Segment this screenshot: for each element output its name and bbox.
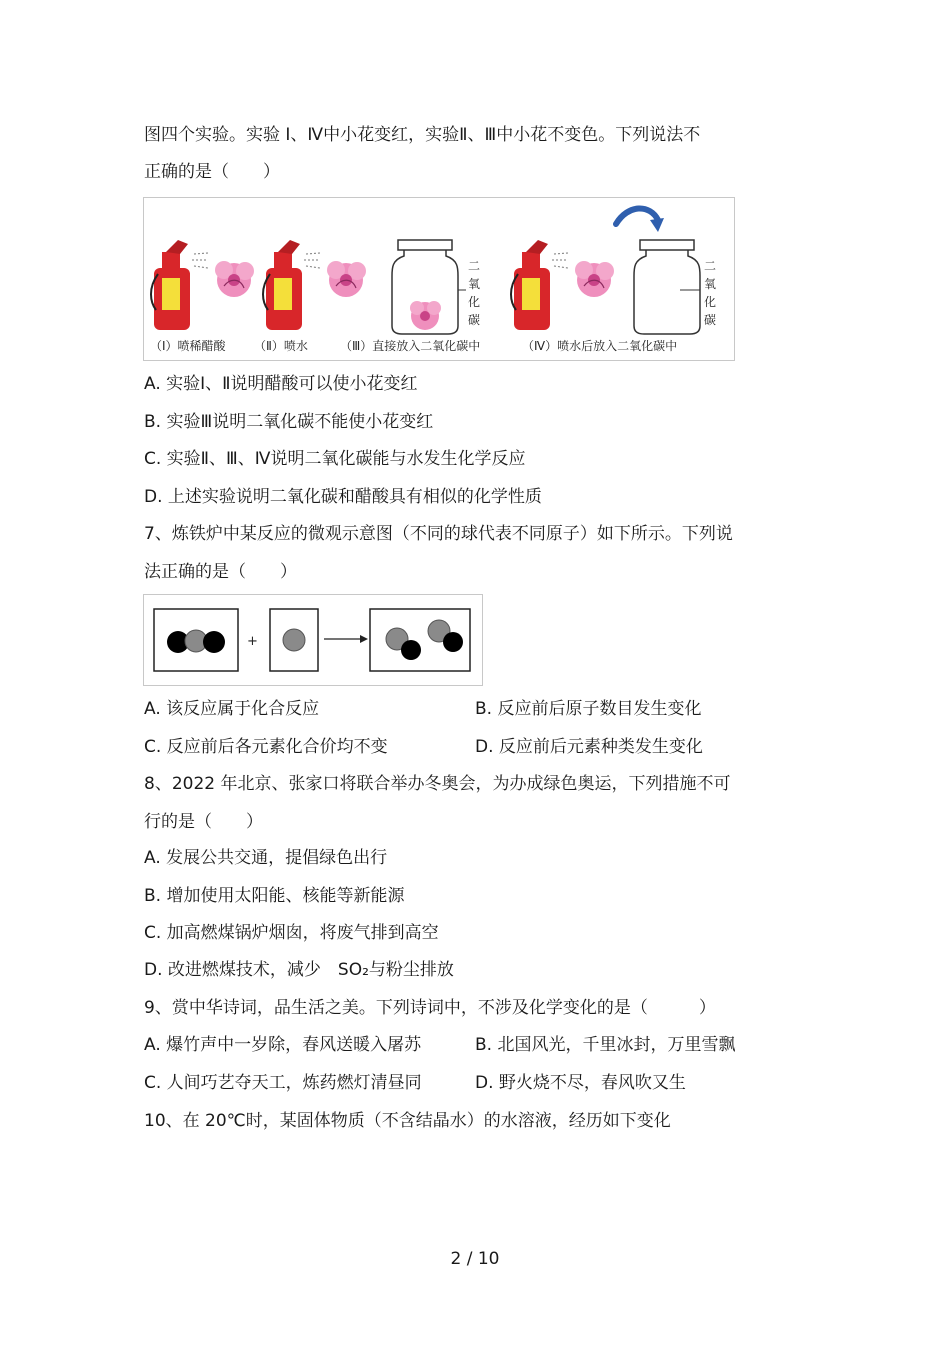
q7-option-d: D. 反应前后元素种类发生变化 xyxy=(475,737,703,757)
q8-stem-line1: 8、2022 年北京、张家口将联合举办冬奥会，为办成绿色奥运，下列措施不可 xyxy=(144,774,731,794)
flower-icon xyxy=(215,261,254,297)
q9-options-row1 xyxy=(144,1034,904,1056)
plus-sign: + xyxy=(247,634,258,649)
svg-text:氧: 氧 xyxy=(468,277,481,291)
q9-option-a: A. 爆竹声中一岁除，春风送暖入屠苏 xyxy=(144,1035,422,1055)
caption-2: （Ⅱ）喷水 xyxy=(254,339,308,353)
q7-option-c: C. 反应前后各元素化合价均不变 xyxy=(144,737,388,757)
caption-1: （Ⅰ）喷稀醋酸 xyxy=(150,339,226,353)
svg-text:二: 二 xyxy=(704,259,717,273)
spray-bottle-icon xyxy=(151,240,208,330)
svg-text:碳: 碳 xyxy=(704,313,717,327)
q6-experiment-figure xyxy=(143,197,735,361)
q7-stem-line2: 法正确的是（ ） xyxy=(144,562,297,582)
q6-option-d: D. 上述实验说明二氧化碳和醋酸具有相似的化学性质 xyxy=(144,487,542,507)
q7-options-row2 xyxy=(144,736,904,758)
q10-stem: 10、在 20℃时，某固体物质（不含结晶水）的水溶液，经历如下变化 xyxy=(144,1111,671,1131)
flower-icon xyxy=(575,261,614,297)
q7-options-row1 xyxy=(144,698,904,720)
page-number: 2 / 10 xyxy=(450,1249,500,1269)
gas-jar-icon xyxy=(392,240,466,334)
caption-4: （Ⅳ）喷水后放入二氧化碳中 xyxy=(522,339,678,353)
q9-option-c: C. 人间巧艺夺天工，炼药燃灯清昼同 xyxy=(144,1073,422,1093)
spray-bottle-icon xyxy=(511,240,568,330)
q8-stem-line2: 行的是（ ） xyxy=(144,812,263,832)
flower-icon xyxy=(327,261,366,297)
q8-option-b: B. 增加使用太阳能、核能等新能源 xyxy=(144,886,405,906)
q8-option-c: C. 加高燃煤锅炉烟囱，将废气排到高空 xyxy=(144,923,439,943)
gas-label-2 xyxy=(704,259,716,327)
svg-text:氧: 氧 xyxy=(704,277,717,291)
caption-3: （Ⅲ）直接放入二氧化碳中 xyxy=(340,339,481,353)
q9-option-d: D. 野火烧不尽，春风吹又生 xyxy=(475,1073,686,1093)
q9-option-b: B. 北国风光，千里冰封，万里雪飘 xyxy=(475,1035,736,1055)
q6-option-c: C. 实验Ⅱ、Ⅲ、Ⅳ说明二氧化碳能与水发生化学反应 xyxy=(144,449,526,469)
q8-option-a: A. 发展公共交通，提倡绿色出行 xyxy=(144,848,388,868)
gas-jar-icon xyxy=(634,240,700,334)
q7-option-b: B. 反应前后原子数目发生变化 xyxy=(475,699,702,719)
q9-options-row2 xyxy=(144,1072,904,1094)
q7-reaction-figure xyxy=(143,594,483,686)
svg-text:二: 二 xyxy=(468,259,481,273)
q8-option-d: D. 改进燃煤技术，减少 SO₂与粉尘排放 xyxy=(144,960,454,980)
svg-text:化: 化 xyxy=(704,295,717,309)
q7-stem-line1: 7、炼铁炉中某反应的微观示意图（不同的球代表不同原子）如下所示。下列说 xyxy=(144,524,733,544)
curved-arrow-icon xyxy=(616,208,664,232)
q7-option-a: A. 该反应属于化合反应 xyxy=(144,699,320,719)
q6-stem-line2: 正确的是（ ） xyxy=(144,162,280,182)
gas-label-1 xyxy=(468,259,480,327)
q6-option-a: A. 实验Ⅰ、Ⅱ说明醋酸可以使小花变红 xyxy=(144,374,418,394)
q6-stem-line1: 图四个实验。实验 Ⅰ、Ⅳ中小花变红，实验Ⅱ、Ⅲ中小花不变色。下列说法不 xyxy=(144,125,701,145)
q6-option-b: B. 实验Ⅲ说明二氧化碳不能使小花变红 xyxy=(144,412,434,432)
q9-stem: 9、赏中华诗词，品生活之美。下列诗词中，不涉及化学变化的是（ ） xyxy=(144,998,716,1018)
svg-text:化: 化 xyxy=(468,295,481,309)
spray-bottle-icon xyxy=(263,240,320,330)
arrow-right-icon xyxy=(324,635,368,643)
svg-text:碳: 碳 xyxy=(468,313,481,327)
